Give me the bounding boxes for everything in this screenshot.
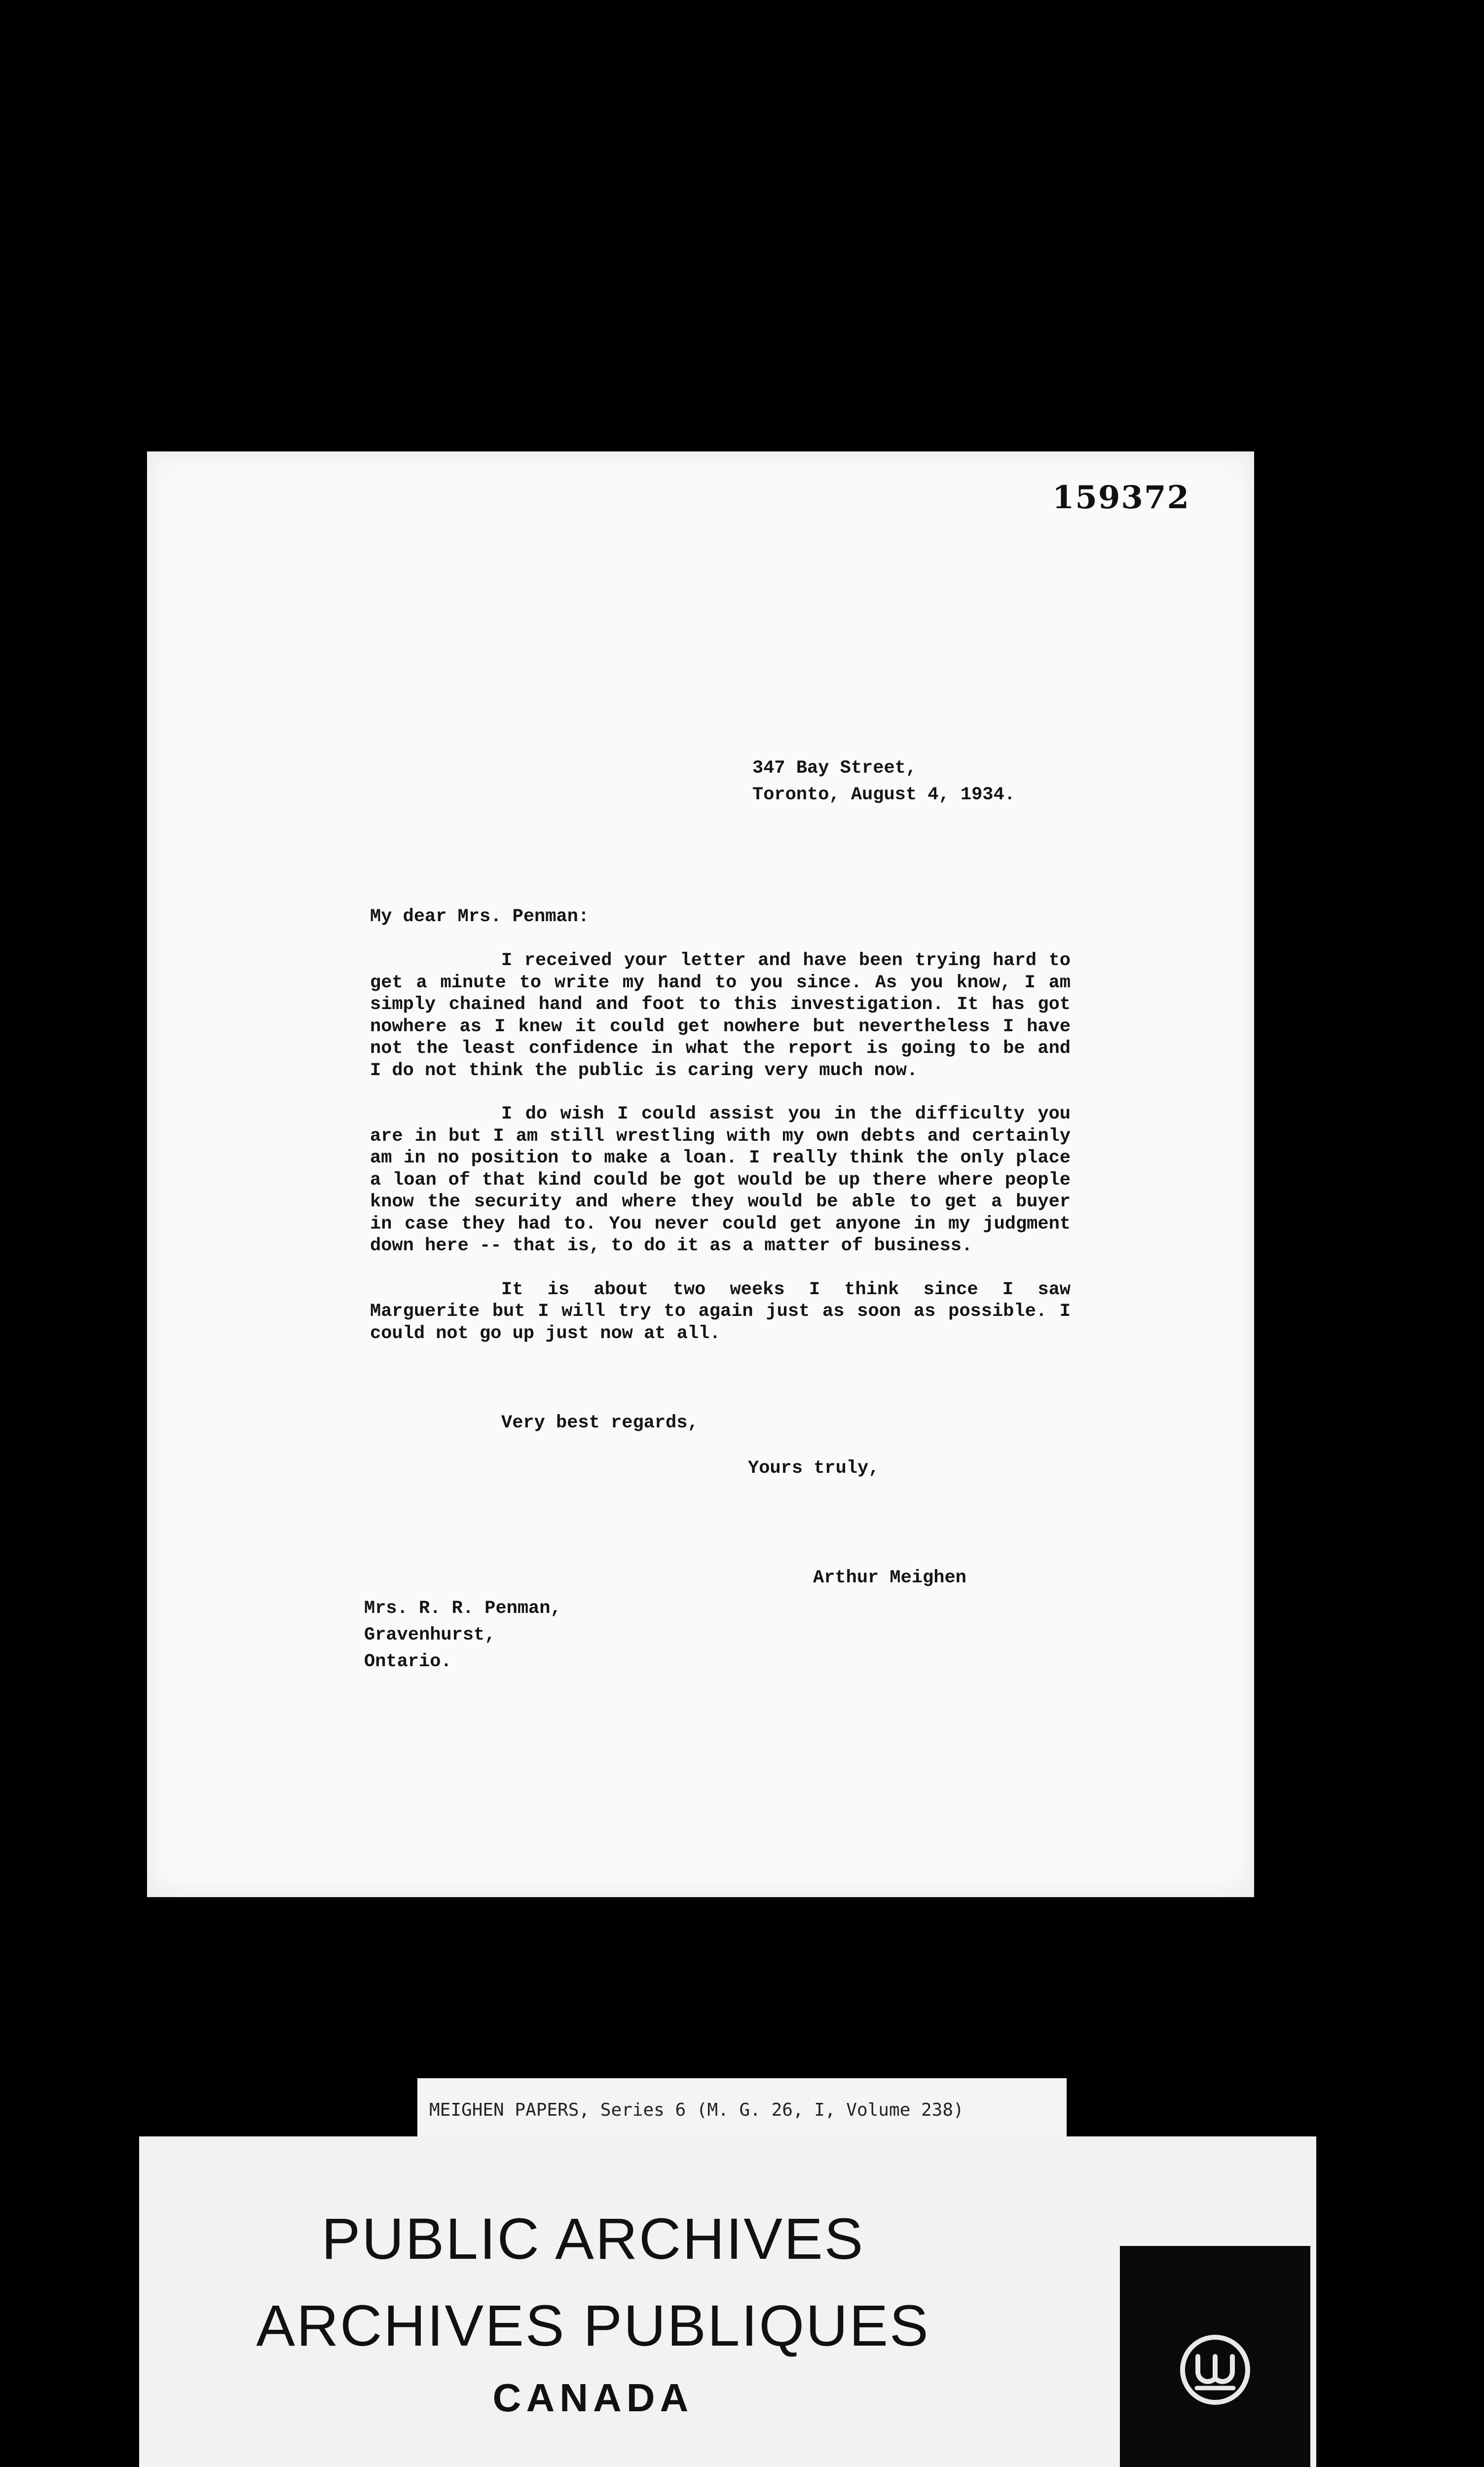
series-label (417, 2078, 1067, 2136)
paragraph-1: I received your letter and have been trying hard to get a minute to write my hand to you since. As you know, I am simply chained hand and foot to this investigation. It has got nowhere as I knew it could get nowhere but nevertheless I have not the least confidence in what the report is going to be and I do not think the public is caring very much now. (370, 950, 1071, 1081)
signature: Arthur Meighen (813, 1568, 966, 1588)
letter-page (147, 451, 1254, 1897)
closing-regards: Very best regards, (501, 1413, 699, 1433)
series-text: MEIGHEN PAPERS, Series 6 (M. G. 26, I, Volume 238) (429, 2100, 964, 2120)
sender-address-line-1: 347 Bay Street, (752, 758, 917, 779)
recipient-line-3: Ontario. (364, 1651, 452, 1672)
letter-body (370, 950, 1071, 1366)
paragraph-3: It is about two weeks I think since I saw Marguerite but I will try to again just as soon as possible. I could not go up just now at all. (370, 1279, 1071, 1344)
recipient-line-1: Mrs. R. R. Penman, (364, 1598, 561, 1619)
recipient-address (364, 1595, 561, 1675)
archives-country: CANADA (492, 2376, 694, 2420)
archives-title-french: ARCHIVES PUBLIQUES (256, 2293, 930, 2358)
salutation: My dear Mrs. Penman: (370, 906, 590, 927)
sender-address-line-2: Toronto, August 4, 1934. (752, 785, 1015, 805)
archives-logo-icon (1178, 2333, 1252, 2407)
archives-title-english: PUBLIC ARCHIVES (321, 2206, 865, 2272)
recipient-line-2: Gravenhurst, (364, 1625, 496, 1645)
folio-number: 159372 (1052, 479, 1190, 516)
closing-yours: Yours truly, (748, 1458, 880, 1479)
paragraph-2: I do wish I could assist you in the difficulty you are in but I am still wrestling with my own debts and certainly am in no position to make a loan. I really think the only place a loan of that kind could be got would be up there where people know the security and where they would be able to get a buyer in case they had to. You never could get anyone in my judgment down here -- that is, to do it as a matter of business. (370, 1104, 1071, 1256)
archives-card (139, 2136, 1316, 2467)
archives-logo-block (1120, 2246, 1310, 2467)
sender-address (752, 755, 1015, 808)
